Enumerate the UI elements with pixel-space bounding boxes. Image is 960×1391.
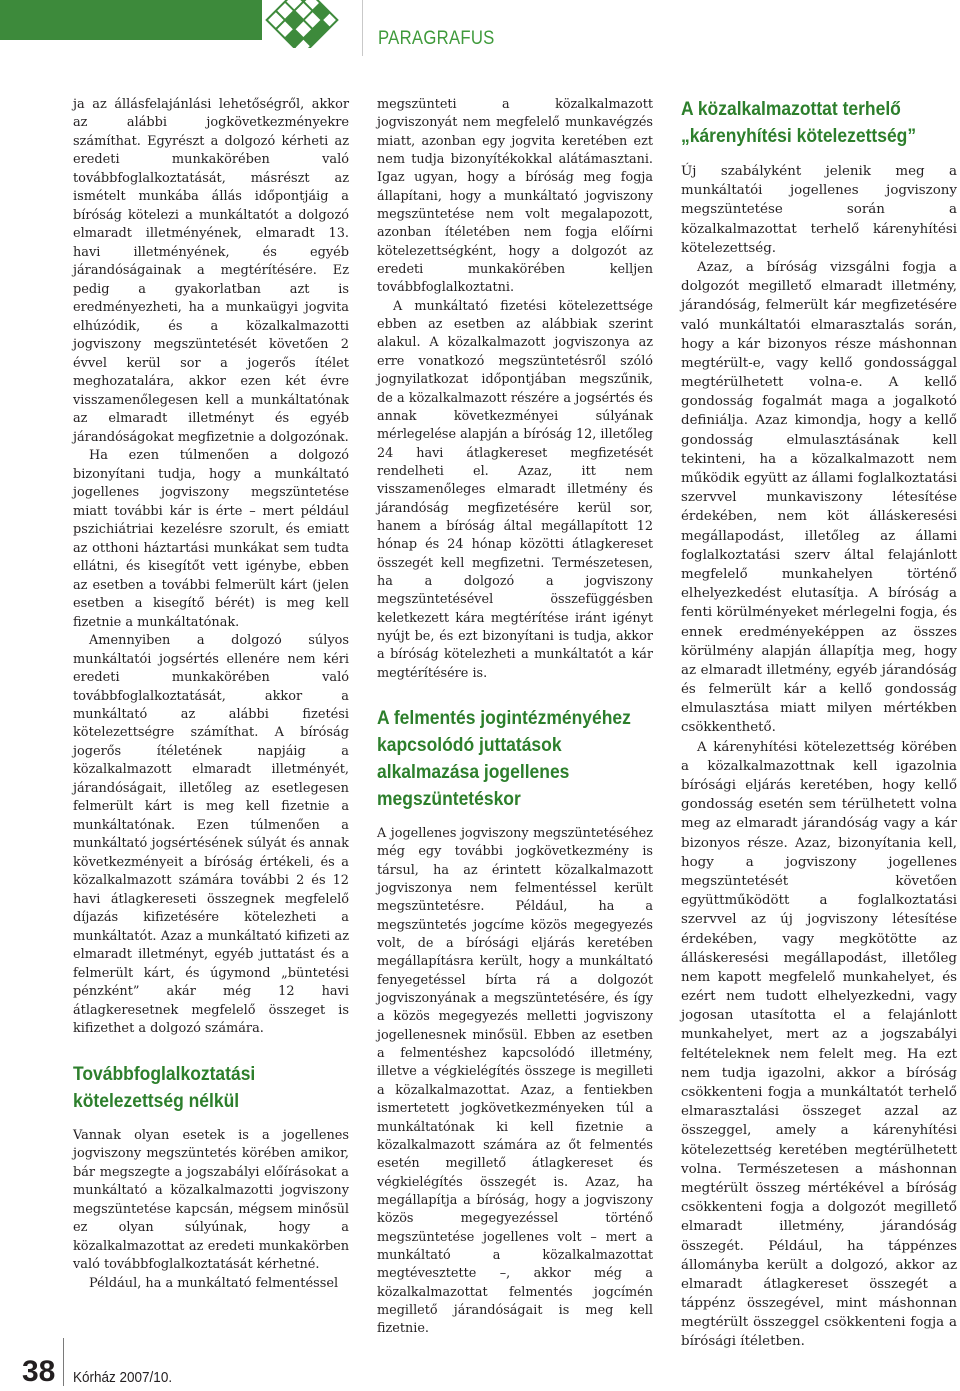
- subheading: Továbbfoglalkoztatási kötelezettség nélkül: [73, 1063, 256, 1112]
- section-label: PARAGRAFUS: [378, 28, 495, 49]
- paragraph: Ha ezen túlmenően a dolgozó bizonyítani tudja, hogy a munkáltató jogellenes jogviszony megszüntetése miatt további kár is érte – mert például pszichiátriai kezelésre szorult, és emiatt az otthoni háztartási munkákat sem tudta ellátni, és kisegítőt vett igénybe, ebben az esetben a további felmerült kárt (jelen esetben a kisegítő bérét) is meg kell fizetnie a munkáltatónak.: [73, 448, 349, 630]
- paragraph: A kárenyhítési kötelezettség körében a közalkalmazottnak kell igazolnia bírósági eljárás keretében, hogy kellő gondosság esetén sem térülhetett volna meg az elmaradt járandóság vagy a kár bizonyos része. Azaz, bizonyítania kell, hogy a jogviszony jogellenes megszüntetését követően együttműködött a foglalkoztatási szervvel az új jogviszony létesítése érdekében, vagy megkötötte az álláskeresési megállapodást, illetőleg nem kapott megfelelő munkahelyet, és ezért nem tudott elhelyezkedni, vagy jogosan utasította el a felajánlott munkahelyet, mert az a jogszabályi feltételeknek nem felelt meg. Ha ezt nem tudja igazolni, akkor a bíróság csökkenteni fogja a munkáltatót terhelő elmarasztalási összeget azzal az összeggel, amely a kárenyhítési kötelezettség keretében megtérülhetett volna. Természetesen a máshonnan megtérült összeg mértékével a bíróság csökkenteni fogja a dolgozót megillető elmaradt illetmény, járandóság összegét. Például, ha táppénzes állományba került a dolgozó, akkor az elmaradt átlagkereset összegét a táppénz összegével, mint máshonnan megtérült összeggel csökkenteni fogja a bírósági ítéletben.: [681, 739, 957, 1350]
- paragraph: Azaz, a bíróság vizsgálni fogja a dolgozót megillető elmaradt illetmény, járandóság, felmerült kár megfizetésére való munkáltatói elmarasztalás során, hogy a kár bizonyos része máshonnan megtérült-e, vagy kellő gondossággal megtérülhetett volna-e. A kellő gondosság fogalmát maga a jogalkotó definiálja. Azaz kimondja, hogy a kellő gondosság elmulasztásának kell tekinteni, ha a közalkalmazott nem működik együtt az állami foglalkoztatási szervvel munkaviszony létesítése érdekében, nem köt álláskeresési megállapodást, illetőleg az állami foglalkoztatási szerv által felajánlott megfelelő munkahelyen történő elhelyezkedést elutasítja. A bíróság a fenti körülményeket mérlegelni fogja, és ennek eredményeképpen az összes körülmény alapján állapítja meg, hogy az elmaradt illetmény, egyéb járandóság és felmerült kár a kellő gondosság elmulasztása miatt milyen mértékben csökkenthető.: [681, 259, 957, 736]
- subheading: A közalkalmazottat terhelő „kárenyhítési kötelezettség”: [681, 99, 917, 147]
- paragraph: A munkáltató fizetési kötelezettsége ebben az esetben az alábbiak szerint alakul. A közalkalmazott jogviszonya az erre vonatkozó megszüntetésről szóló jognyilatkozat időpontjában megszűnik, de a közalkalmazott részére a jogsértés és annak következményei súlyának mérlegelése alapján a bíróság 12, illetőleg 24 havi átlagkereset megfizetését rendelheti el. Azaz, itt nem visszamenőleges elmaradt illetmény és járandóság megfizetésére kerül sor, hanem a bíróság által megállapított 12 hónap és 24 hónap közötti átlagkereset összegét kell megfizetni. Természetesen, ha a dolgozó a jogviszony megszüntetésével összefüggésben keletkezett kára megtérítése iránt igényt nyújt be, és ezt bizonyítani is tudja, akkor a bíróság kötelezheti a munkáltatót a kár megtérítésére is.: [377, 298, 653, 681]
- subheading: A felmentés jogintézményéhez kapcsolódó juttatások alkalmazása jogellenes megszüntetéskor: [377, 708, 631, 810]
- issue-label: Kórház 2007/10.: [73, 1369, 173, 1386]
- footer-divider: [63, 1338, 64, 1386]
- paragraph: ja az állásfelajánlási lehetőségről, akkor az alábbi jogkövetkezményekre számíthat. Egyrészt a dolgozó kérheti az eredeti munkakörében való továbbfoglalkoztatását, másrészt az ismételt munkába állás időpontjáig a bíróság kötelezi a munkáltatót a dolgozó elmaradt illetményének, elmaradt 13. havi illetményének, és egyéb járandóságainak a megtérítésére. Ez pedig a gyakorlatban azt is eredményezheti, ha a munkaügyi jogvita elhúzódik, és a közalkalmazotti jogviszony megszüntetését követően 2 évvel kerül sor a jogerős ítélet meghozatalára, akkor ezen két évre visszamenőlegesen kell a munkáltatónak az elmaradt illetményt és egyéb járandóságokat megfizetnie a dolgozónak.: [73, 97, 349, 445]
- article-column-2: [377, 96, 653, 1339]
- page-header: [0, 0, 960, 78]
- crossword-grid-icon: [262, 0, 346, 48]
- paragraph: Vannak olyan esetek is a jogellenes jogviszony megszüntetés körében amikor, bár megszegte a jogszabályi előírásokat a munkáltató a közalkalmazotti jogviszony megszüntetése kapcsán, mégsem minősül ez olyan súlyúnak, hogy a közalkalmazottat az eredeti munkakörben való továbbfoglalkoztatását kérhetné.: [73, 1127, 349, 1273]
- paragraph: Amennyiben a dolgozó súlyos munkáltatói jogsértés ellenére nem kéri eredeti munkakörében való továbbfoglalkoztatását, akkor a munkáltató az alábbi fizetési kötelezettségre számíthat. A bíróság jogerős ítéletének napjáig a közalkalmazott elmaradt illetményét, járandóságait, illetőleg az esetlegesen felmerült kárt is meg kell fizetnie a munkáltatónak. Ezen túlmenően a munkáltató jogsértésének súlyát és annak következményeit a bíróság értékeli, és a közalkalmazott számára további 2 és 12 havi átlagkereseti összegnek megfelelő díjazás kifizetésére kötelezheti a munkáltatót. Azaz a munkáltató kifizeti az elmaradt illetményt, egyéb juttatást és a felmerült kárt, és úgymond „büntetési pénzként” akár még 12 havi átlagkeresetnek megfelelő összeget is kifizethet a dolgozó számára.: [73, 633, 349, 1037]
- header-divider: [362, 0, 363, 56]
- article-column-3: [681, 96, 957, 1352]
- paragraph: Új szabályként jelenik meg a munkáltatói jogellenes jogviszony megszüntetése során a közalkalmazottat terhelő kárenyhítési kötelezettség.: [681, 164, 957, 256]
- page-number: 38: [22, 1355, 56, 1388]
- article-column-1: [73, 96, 349, 1293]
- paragraph: A jogellenes jogviszony megszüntetéséhez még egy további jogkövetkezmény is társul, ha az érintett közalkalmazott jogviszonya nem felmentéssel került megszüntetésre. Például, ha a megszüntetés jogcíme közös megegyezés volt, de a bírósági eljárás keretében megállapításra került, hogy a munkáltató fenyegetéssel bírta rá a dolgozót jogviszonyának a megszüntetésére, és így a közös megegyezés melletti jogviszony jogellenesnek minősül. Ebben az esetben a felmentéshez kapcsolódó illetmény, illetve a végkielégítés összege is megilleti a közalkalmazottat. Azaz, a fentiekben ismertetett jogkövetkezményeken túl a munkáltatónak ki kell fizetnie a közalkalmazott számára az őt felmentés esetén megillető átlagkereset és végkielégítés összegét is. Azaz, ha megállapítja a bíróság, hogy a jogviszony közös megegyezéssel történő megszüntetése jogellenes volt – mert a munkáltató a közalkalmazottat megtévesztette –, akkor még a közalkalmazottat felmentés jogcímén megillető járandóságait is meg kell fizetnie.: [377, 826, 653, 1337]
- header-band: [0, 0, 262, 40]
- paragraph: Például, ha a munkáltató felmentéssel: [89, 1275, 339, 1291]
- paragraph: megszünteti a közalkalmazott jogviszonyát nem megfelelő munkavégzés miatt, azonban egy jogvita keretében ezt nem tudja bizonyítékokkal alátámasztani. Igaz ugyan, hogy a bíróság meg fogja állapítani, hogy a munkáltató jogviszony megszüntetése nem volt megalapozott, azonban ítéletében nem fogja előírni kötelezettségként, hogy a dolgozót az eredeti munkakörében kelljen továbbfoglalkoztatni.: [377, 97, 653, 296]
